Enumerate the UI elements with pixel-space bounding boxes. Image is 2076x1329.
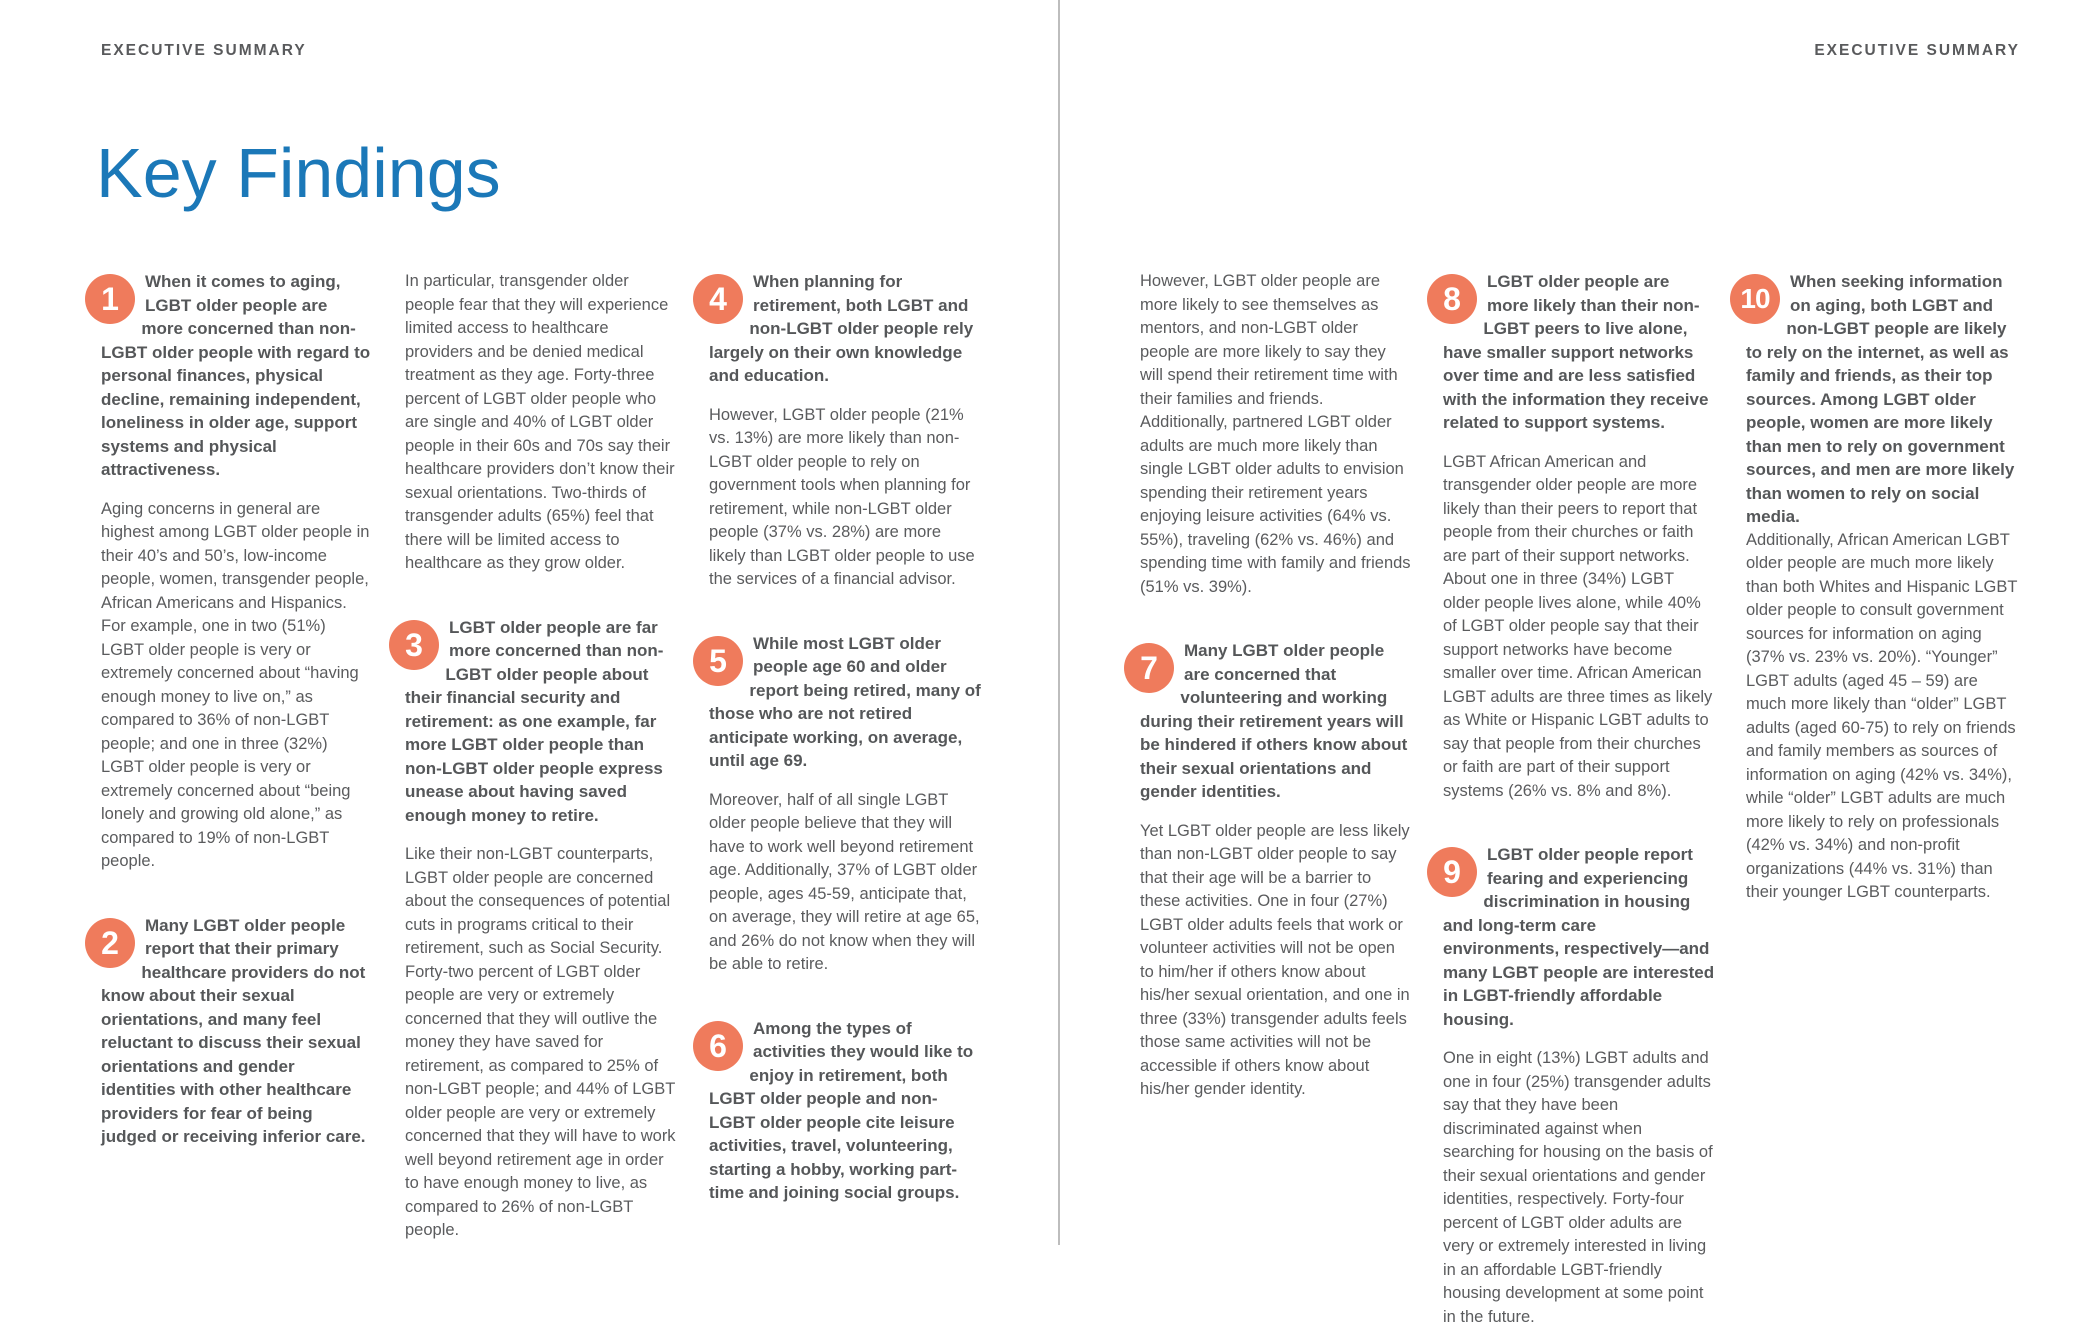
column-1	[101, 270, 373, 1165]
finding-8-lead: LGBT older people are more likely than their non-LGBT peers to live alone, have smaller support networks over time and are less satisfied with the information they receive related to support systems.	[1443, 272, 1709, 432]
finding-8	[1443, 270, 1715, 803]
number-badge-2: 2	[85, 918, 135, 968]
column-3	[709, 270, 981, 1221]
number-badge-6: 6	[693, 1021, 743, 1071]
finding-6-body: However, LGBT older people are more likely to see themselves as mentors, and non-LGBT older people are more likely to say they will spend their retirement time with their families and friends. Additionally, partnered LGBT older adults are much more likely than single LGBT older adults to envision spending their retirement years enjoying leisure activities (64% vs. 55%), traveling (62% vs. 46%) and spending time with family and friends (51% vs. 39%).	[1140, 272, 1411, 596]
finding-2	[101, 914, 373, 1165]
number-badge-10: 10	[1730, 274, 1780, 324]
column-6	[1740, 270, 2018, 905]
number-badge-9: 9	[1427, 847, 1477, 897]
finding-10-body: Additionally, African American LGBT older people are much more likely than both Whites and Hispanic LGBT older people to consult government sources for information on aging (37% vs. 23% vs. 20%). “Younger” LGBT adults (aged 45 – 59) are much more likely than “older” LGBT adults (aged 60-75) to rely on friends and family members as sources of information on aging (42% vs. 34%), while “older” LGBT adults are much more likely to rely on professionals (42% vs. 34%) and non-profit organizations (44% vs. 31%) than their younger LGBT counterparts.	[1746, 530, 2018, 901]
finding-4-lead: When planning for retirement, both LGBT and non-LGBT older people rely largely on their own knowledge and education.	[709, 272, 974, 385]
page-title: Key Findings	[96, 134, 501, 212]
finding-5-lead: While most LGBT older people age 60 and older report being retired, many of those who are not retired anticipate working, on average, until age 69.	[709, 633, 981, 770]
number-badge-4: 4	[693, 274, 743, 324]
page-divider	[1058, 0, 1060, 1245]
finding-3	[405, 616, 677, 1243]
finding-5-body: Moreover, half of all single LGBT older people believe that they will have to work well beyond retirement age. Additionally, 37% of LGBT older people, ages 45-59, anticipate that, on average, they will retire at age 65, and 26% do not know when they will be able to retire.	[709, 790, 980, 973]
finding-5	[709, 632, 981, 977]
finding-6-lead: Among the types of activities they would like to enjoy in retirement, both LGBT older people and non-LGBT older people cite leisure activities, travel, volunteering, starting a hobby, working part-time and joining social groups.	[709, 1018, 974, 1202]
finding-4-body: However, LGBT older people (21% vs. 13%) are more likely than non-LGBT older people to rely on government tools when planning for retirement, while non-LGBT older people (37% vs. 28%) are more likely than LGBT older people to use the services of a financial advisor.	[709, 405, 975, 588]
running-head-left: EXECUTIVE SUMMARY	[101, 42, 307, 59]
finding-1-lead: When it comes to aging, LGBT older people are more concerned than non-LGBT older people with regard to personal finances, physical decline, remaining independent, loneliness in older age, support systems and physical attractiveness.	[101, 272, 371, 479]
finding-4	[709, 270, 981, 592]
finding-3-body: Like their non-LGBT counterparts, LGBT older people are concerned about the consequences of potential cuts in programs critical to their retirement, such as Social Security. Forty-two percent of LGBT older people are very or extremely concerned that they will outlive the money they have saved for retirement, as compared to 25% of non-LGBT people; and 44% of LGBT older people are very or extremely concerned that they will have to work well beyond retirement age in order to have enough money to live, as compared to 26% of non-LGBT people.	[405, 845, 676, 1239]
finding-2-lead: Many LGBT older people report that their primary healthcare providers do not know about their sexual orientations, and many feel reluctant to discuss their sexual orientations and gender identities with other healthcare providers for fear of being judged or receiving inferior care.	[101, 915, 366, 1146]
finding-10	[1740, 270, 2018, 905]
finding-10-lead: When seeking information on aging, both LGBT and non-LGBT people are likely to rely on the internet, as well as family and friends, as their top sources. Among LGBT older people, women are more likely than men to rely on government sources, and men are more likely than women to rely on social media.	[1746, 272, 2015, 526]
column-4	[1140, 270, 1412, 1102]
finding-1	[101, 270, 373, 874]
column-5	[1443, 270, 1715, 1329]
finding-8-body: LGBT African American and transgender older people are more likely than their peers to report that people from their churches or faith are part of their support networks. About one in three (34%) LGBT older people lives alone, while 40% of LGBT older people say that their support networks have become smaller over time. African American LGBT adults are three times as likely as White or Hispanic LGBT adults to say that people from their churches or faith are part of their support systems (26% vs. 8% and 8%).	[1443, 452, 1713, 800]
finding-9	[1443, 843, 1715, 1329]
number-badge-5: 5	[693, 636, 743, 686]
number-badge-7: 7	[1124, 643, 1174, 693]
finding-7-body: Yet LGBT older people are less likely than non-LGBT older people to say that their age will be a barrier to these activities. One in four (27%) LGBT older adults feels that work or volunteer activities will not be open to him/her if others know about his/her sexual orientation, and one in three (33%) transgender adults feels those same activities will not be accessible if others know about his/her gender identity.	[1140, 821, 1410, 1098]
number-badge-1: 1	[85, 274, 135, 324]
finding-7	[1140, 639, 1412, 1102]
finding-9-lead: LGBT older people report fearing and experiencing discrimination in housing and long-term care environments, respectively—and many LGBT people are interested in LGBT-friendly affordable housing.	[1443, 845, 1715, 1029]
column-2	[405, 270, 677, 1243]
number-badge-3: 3	[389, 620, 439, 670]
number-badge-8: 8	[1427, 274, 1477, 324]
finding-6	[709, 1017, 981, 1221]
finding-3-lead: LGBT older people are far more concerned than non-LGBT older people about their financial security and retirement: as one example, far more LGBT older people than non-LGBT older people express unease about having saved enough money to retire.	[405, 617, 664, 825]
finding-7-lead: Many LGBT older people are concerned that volunteering and working during their retirement years will be hindered if others know about their sexual orientations and gender identities.	[1140, 641, 1408, 801]
finding-2-body: In particular, transgender older people fear that they will experience limited access to healthcare providers and be denied medical treatment as they age. Forty-three percent of LGBT older people who are single and 40% of LGBT older people in their 60s and 70s say their healthcare providers don’t know their sexual orientations. Two-thirds of transgender adults (65%) feel that there will be limited access to healthcare as they grow older.	[405, 272, 675, 572]
finding-9-body: One in eight (13%) LGBT adults and one in four (25%) transgender adults say that they have been discriminated against when searching for housing on the basis of their sexual orientations and gender identities, respectively. Forty-four percent of LGBT older adults are very or extremely interested in living in an affordable LGBT-friendly housing development at some point in the future.	[1443, 1049, 1713, 1326]
running-head-right: EXECUTIVE SUMMARY	[1814, 42, 2020, 59]
finding-1-body: Aging concerns in general are highest among LGBT older people in their 40’s and 50’s, low-income people, women, transgender people, African Americans and Hispanics. For example, one in two (51%) LGBT older people is very or extremely concerned about “having enough money to live on,” as compared to 36% of non-LGBT people; and one in three (32%) LGBT older people is very or extremely concerned about “being lonely and growing old alone,” as compared to 19% of non-LGBT people.	[101, 499, 370, 870]
